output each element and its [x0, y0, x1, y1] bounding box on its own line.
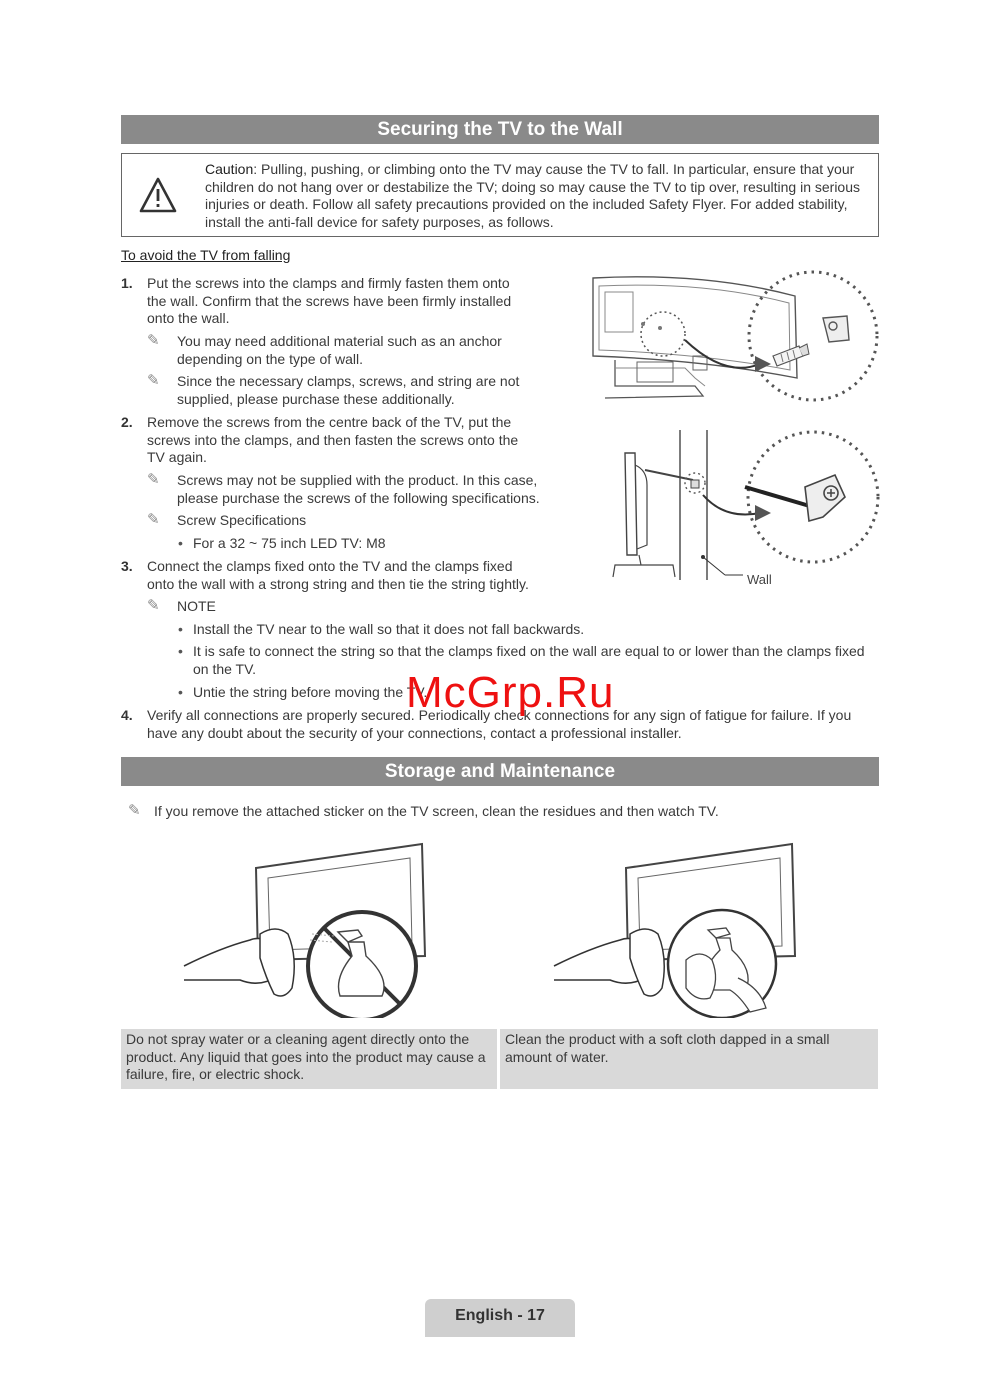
bullet-dot: • — [178, 621, 183, 637]
pencil-note-icon: ✎ — [147, 471, 160, 488]
section-title-securing: Securing the TV to the Wall — [121, 115, 879, 144]
step-number: 4. — [121, 707, 133, 723]
note-text: Screws may not be supplied with the product. In this case, please purchase the screws of the following specifications. — [177, 472, 540, 506]
warning-triangle-icon — [138, 176, 178, 214]
note-text: If you remove the attached sticker on the TV screen, clean the residues and then watch TV. — [154, 803, 719, 819]
caption-no-spray: Do not spray water or a cleaning agent directly onto the product. Any liquid that goes into the product may cause a failure, fire, or electric shock. — [121, 1029, 497, 1089]
pencil-note-icon: ✎ — [147, 597, 160, 614]
pencil-note-icon: ✎ — [128, 802, 141, 819]
step-number: 3. — [121, 558, 133, 574]
step-text: Verify all connections are properly secured. Periodically check connections for any sign of fatigue for failure. If you have any doubt about the security of your connections, contact a professional installer. — [147, 707, 852, 741]
caution-label: Caution — [205, 161, 254, 177]
pencil-note-icon: ✎ — [147, 372, 160, 389]
soft-cloth-illustration — [550, 838, 800, 1018]
note-text: You may need additional material such as an anchor depending on the type of wall. — [177, 333, 502, 367]
tv-back-clamp-diagram — [585, 268, 885, 413]
step-number: 1. — [121, 275, 133, 291]
page-number-tab: English - 17 — [425, 1299, 575, 1337]
subheading-avoid-falling: To avoid the TV from falling — [121, 247, 291, 263]
section-title-storage: Storage and Maintenance — [121, 757, 879, 786]
step-text: Connect the clamps fixed onto the TV and the clamps fixed onto the wall with a strong string and then tie the string tightly. — [147, 558, 529, 592]
note-text: Since the necessary clamps, screws, and string are not supplied, please purchase these additionally. — [177, 373, 520, 407]
tv-side-string-diagram — [595, 425, 885, 590]
step-number: 2. — [121, 414, 133, 430]
bullet-text: For a 32 ~ 75 inch LED TV: M8 — [193, 535, 386, 551]
step-3 — [121, 558, 541, 594]
pencil-note-icon: ✎ — [147, 511, 160, 528]
step-text: Remove the screws from the centre back of the TV, put the screws into the clamps, and then fasten the screws onto the TV again. — [147, 414, 519, 465]
step-1 — [121, 275, 531, 329]
bullet-dot: • — [178, 684, 183, 700]
no-spray-illustration — [180, 838, 430, 1018]
wall-label: Wall — [747, 572, 772, 587]
watermark-text: McGrp.Ru — [406, 668, 615, 717]
step-text: Put the screws into the clamps and firmly fasten them onto the wall. Confirm that the screws have been firmly installed onto the wall. — [147, 275, 512, 326]
caution-box — [121, 153, 879, 237]
note-heading-text: NOTE — [177, 598, 216, 614]
note-text: Screw Specifications — [177, 512, 307, 528]
caution-text — [205, 161, 865, 231]
pencil-note-icon: ✎ — [147, 332, 160, 349]
bullet-text: Install the TV near to the wall so that it does not fall backwards. — [193, 621, 585, 637]
bullet-text: Untie the string before moving the TV. — [193, 684, 428, 700]
caption-soft-cloth: Clean the product with a soft cloth dapped in a small amount of water. — [500, 1029, 878, 1089]
bullet-text: It is safe to connect the string so that the clamps fixed on the wall are equal to or lower than the clamps fixed on the TV. — [193, 643, 865, 677]
step-2 — [121, 414, 531, 468]
caution-body: : Pulling, pushing, or climbing onto the TV may cause the TV to fall. In particular, ensure that your children do not hang over or destabilize the TV; doing so may cause the TV to tip over, resulting in serious injuries or death. Follow all safety precautions provided on the included Safety Flyer. For added stability, install the anti-fall device for safety purposes, as follows. — [205, 161, 861, 230]
bullet-dot: • — [178, 643, 183, 659]
bullet-dot: • — [178, 535, 183, 551]
